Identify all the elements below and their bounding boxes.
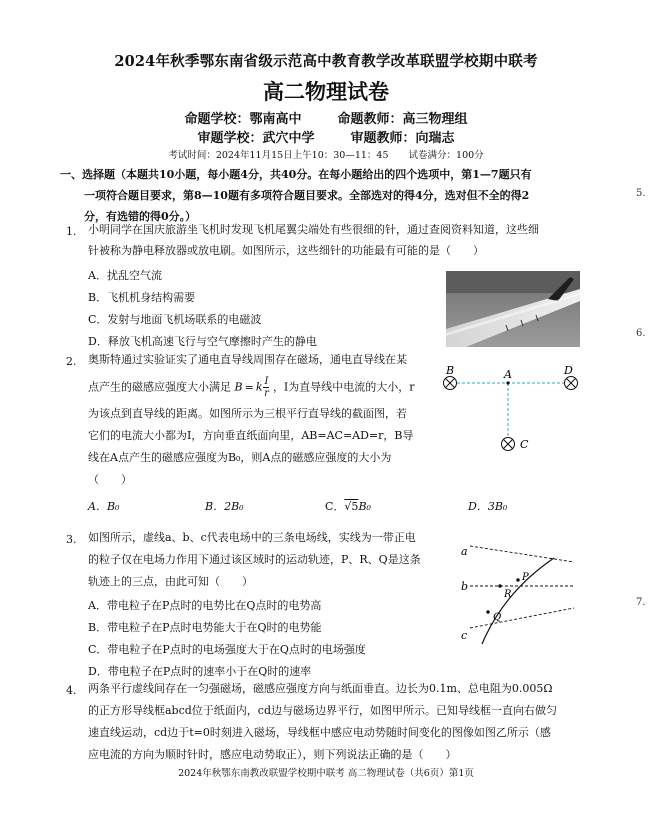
label-p: P [522, 572, 529, 583]
particle-trajectory [482, 558, 554, 644]
margin-number-6: 6. [636, 328, 646, 339]
q4-line-4: 应电流的方向为顺时针时，感应电动势取正），则下列说法正确的是（ ） [88, 748, 457, 761]
point-q-dot [486, 610, 489, 613]
label-b: B [446, 364, 455, 377]
q2-option-c-prefix: C． [325, 500, 345, 513]
subject-title: 高二物理试卷 [263, 79, 389, 104]
label-c-line: c [461, 629, 468, 642]
proposer-school: 命题学校：鄂南高中 [184, 112, 302, 127]
q2-line-6: （ ） [88, 473, 132, 486]
section-instructions [60, 164, 586, 227]
margin-number-5: 5. [636, 188, 646, 199]
label-r: R [504, 589, 512, 600]
exam-time: 考试时间：2024年11月15日上午10：30—11：45 [168, 150, 389, 161]
q2-number: 2. [66, 355, 77, 368]
q2-option-d: D．3B₀ [468, 500, 508, 513]
section-line-1: 一、选择题（本题共10小题，每小题4分，共40分。在每小题给出的四个选项中，第1—7题只有 [60, 168, 532, 181]
q3-field-figure [452, 540, 582, 648]
point-a-dot [506, 381, 509, 384]
q2-line-2 [88, 376, 415, 399]
exam-info [0, 147, 652, 161]
q1-option-d: D．释放飞机高速飞行与空气摩擦时产生的静电 [88, 335, 317, 348]
wire-b-icon [444, 377, 457, 390]
q3-number: 3. [66, 533, 77, 546]
q1-option-a: A．扰乱空气流 [88, 269, 162, 282]
formula-b: B [234, 380, 243, 394]
formula-k: k [255, 380, 263, 394]
page-footer: 2024年秋鄂东南教改联盟学校期中联考 高二物理试卷（共6页）第1页 [178, 768, 474, 779]
q1-option-c: C．发射与地面飞机场联系的电磁波 [88, 313, 262, 326]
reviewer-line [0, 127, 652, 146]
q3-option-b: B．带电粒子在P点时电势能大于在Q时的电势能 [88, 621, 322, 634]
q2-line-1: 奥斯特通过实验证实了通电直导线周围存在磁场，通电直导线在某 [88, 353, 407, 366]
label-q: Q [493, 612, 502, 623]
q4-number: 4. [66, 684, 77, 697]
point-r-dot [498, 584, 501, 587]
q2-formula [235, 376, 270, 399]
airplane-wing-photo [446, 271, 580, 347]
q3-line-3: 轨迹上的三点，由此可知（ ） [88, 575, 253, 588]
wire-c-icon [502, 438, 515, 451]
section-line-3: 分，有选错的得0分。） [84, 210, 197, 223]
q2-line-4: 它们的电流大小都为I，方向垂直纸面向里，AB=AC=AD=r，B导 [88, 429, 414, 442]
section-line-2: 一项符合题目要求，第8—10题有多项符合题目要求。全部选对的得4分，选对但不全的得2 [84, 189, 530, 202]
label-a-line: a [461, 545, 468, 558]
q2-line-3: 为该点到直导线的距离。如图所示为三根平行直导线的截面图，若 [88, 407, 407, 420]
label-c: C [520, 438, 529, 451]
q2-line-5: 线在A点产生的磁感应强度为B₀，则A点的磁感应强度的大小为 [88, 451, 392, 464]
q2-option-a: A．B₀ [88, 500, 120, 513]
q3-field-lines [470, 546, 574, 628]
q3-option-a: A．带电粒子在P点时的电势比在Q点时的电势高 [88, 599, 322, 612]
q2-option-c-suffix: B₀ [358, 500, 371, 513]
formula-numerator: I [264, 376, 269, 387]
reviewer-teacher: 审题教师：向瑞志 [350, 131, 455, 146]
q2-wire-figure [440, 364, 590, 464]
q2-option-b: B．2B₀ [205, 500, 244, 513]
q1-line-2: 针被称为静电释放器或放电刷。如图所示，这些细针的功能最有可能的是（ ） [88, 244, 484, 257]
q3-option-c: C．带电粒子在P点时的电场强度大于在Q点时的电场强度 [88, 643, 366, 656]
q2-option-c-root: √5 [344, 500, 359, 513]
q2-line-2-pre: 点产生的磁感应强度大小满足 [88, 380, 231, 394]
q1-number: 1. [66, 225, 77, 238]
q3-line-2: 的粒子仅在电场力作用下通过该区域时的运动轨迹，P、R、Q是这条 [88, 553, 421, 566]
wing-image [446, 271, 580, 347]
formula-fraction [262, 376, 269, 399]
q2-option-c [325, 498, 371, 514]
q3-option-d: D．带电粒子在P点时的速率小于在Q时的速率 [88, 665, 312, 678]
q1-option-b: B．飞机机身结构需要 [88, 291, 196, 304]
label-d: D [564, 364, 573, 377]
reviewer-school: 审题学校：武穴中学 [197, 131, 315, 146]
label-a: A [504, 368, 512, 381]
proposer-teacher: 命题教师：高三物理组 [337, 112, 468, 127]
margin-number-7: 7. [636, 597, 646, 608]
q2-dashed-lines [457, 383, 564, 438]
q4-line-1: 两条平行虚线间存在一匀强磁场，磁感应强度方向与纸面垂直。边长为0.1m、总电阻为0.005Ω [88, 682, 553, 695]
wire-d-icon [565, 377, 578, 390]
q1-line-1: 小明同学在国庆旅游坐飞机时发现飞机尾翼尖端处有些很细的针，通过查阅资料知道，这些细 [88, 223, 539, 236]
q3-line-1: 如图所示，虚线a、b、c代表电场中的三条电场线，实线为一带正电 [88, 531, 416, 544]
full-score: 试卷满分：100分 [408, 150, 484, 161]
q2-line-2-post: ，I为直导线中电流的大小，r [272, 380, 415, 394]
point-p-dot [516, 578, 519, 581]
proposer-line [0, 108, 652, 127]
q4-line-2: 的正方形导线框abcd位于纸面内，cd边与磁场边界平行，如图甲所示。已知导线框一直向右做匀 [88, 704, 558, 717]
formula-eq: = [244, 380, 254, 394]
label-b-line: b [461, 580, 469, 593]
q4-line-3: 速直线运动，cd边于t=0时刻进入磁场，导线框中感应电动势随时间变化的图像如图乙所示（感 [88, 726, 551, 739]
exam-title: 2024年秋季鄂东南省级示范高中教育教学改革联盟学校期中联考 [114, 53, 538, 70]
formula-denominator: r [264, 388, 269, 399]
